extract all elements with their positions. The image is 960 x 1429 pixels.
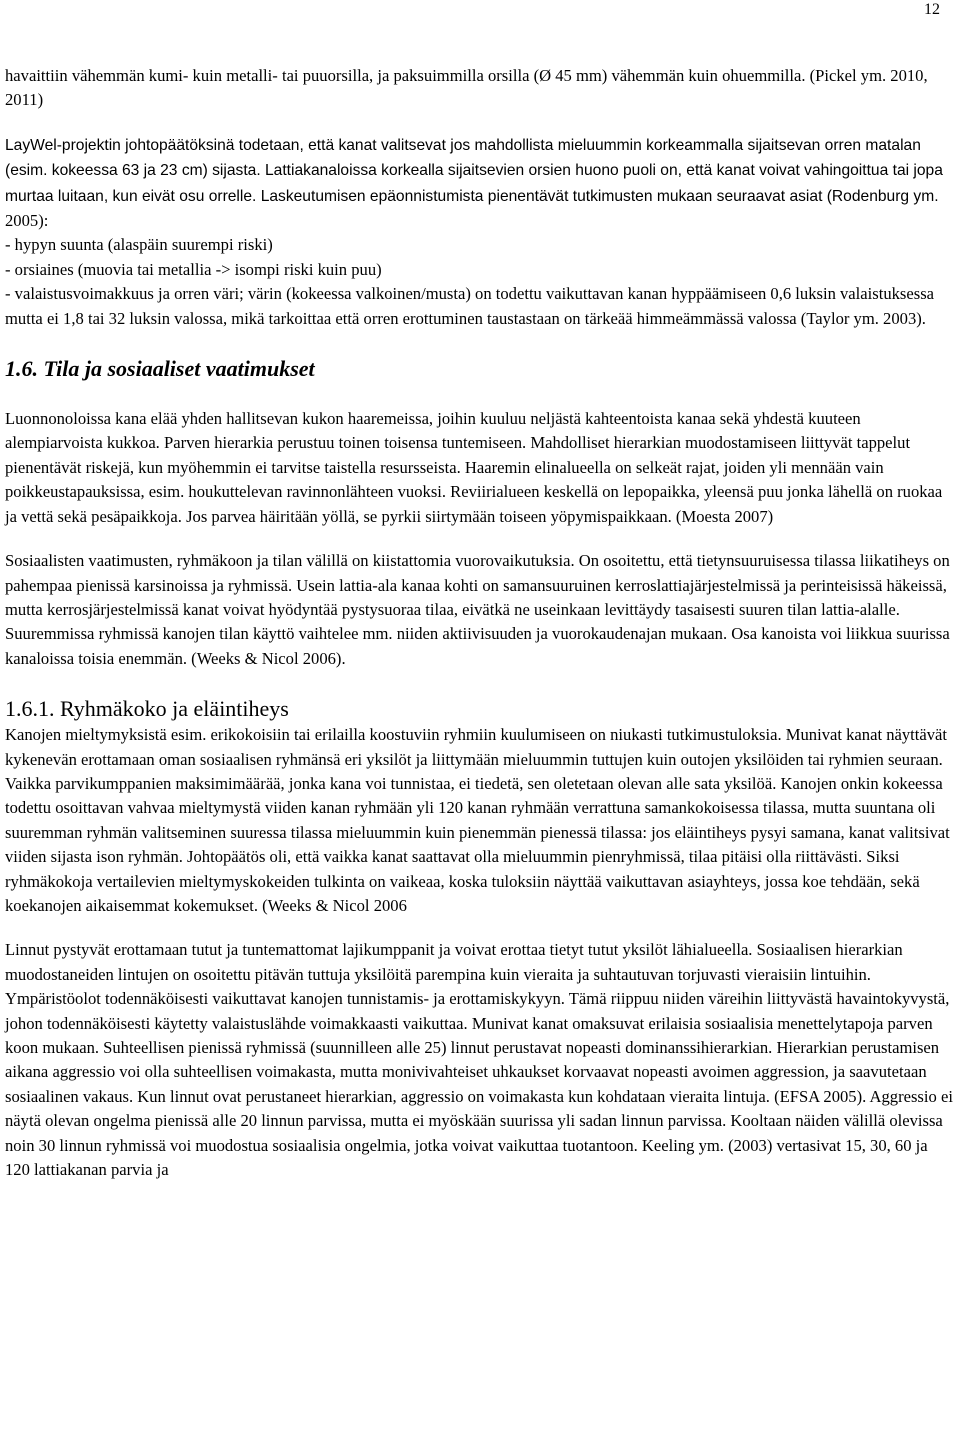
page-body bbox=[5, 64, 955, 1182]
rodenburg-year: 2005): bbox=[5, 211, 49, 231]
list-item: - hypyn suunta (alaspäin suurempi riski) bbox=[5, 235, 273, 255]
floor-housing-text: Lattiakanaloissa korkealla sijaitsevien orsien huono puoli on, että kanat voivat vahingoittua tai jopa murtaa luitaan, kun eivät osu orrelle. Laskeutumisen epäonnistumista pienentävät tutkimusten mukaan seuraavat asiat (Rodenburg ym. bbox=[5, 162, 943, 205]
section-heading-1-6: 1.6. Tila ja sosiaaliset vaatimukset bbox=[5, 356, 315, 382]
paragraph-social-requirements: Sosiaalisten vaatimusten, ryhmäkoon ja tilan välillä on kiistattomia vuorovaikutuksia. On osoitettu, että tietynsuuruisessa tilassa liikatiheys on pahempaa pienissä karsinoissa ja ryhmissä. Usein lattia-ala kanaa kohti on samansuuruinen kerroslattiajärjestelmissä ja perinteisissä häkeissä, mutta kerrosjärjestelmissä kanat voivat hyödyntää pystysuoraa tilaa, eivätkä ne useinkaan levittäydy tasaisesti suuren tilan lattia-alalle. Suuremmissa ryhmissä kanojen tilan käyttö vaihtelee mm. niiden aktiivisuuden ja vuorokaudenajan mukaan. Osa kanoista voi liikkua suurissa kanaloissa toisia enemmän. (Weeks & Nicol 2006). bbox=[5, 551, 950, 668]
list-item: - valaistusvoimakkuus ja orren väri; värin (kokeessa valkoinen/musta) on todettu vaikuttavan kanan hyppäämiseen 0,6 luksin valaistuksessa mutta ei 1,8 tai 32 luksin valossa, mikä tarkoittaa että orren erottuminen taustastaan on tärkeää himmeämmässä valossa (Taylor ym. 2003). bbox=[5, 284, 935, 328]
spacer bbox=[5, 529, 955, 549]
paragraph-natural-conditions: Luonnonoloissa kana elää yhden hallitsevan kukon haaremeissa, joihin kuuluu neljästä kahteentoista kanaa sekä yhdestä kuuteen alempiarvoista kukkoa. Parven hierarkia perustuu toinen toisensa tuntemiseen. Mahdolliset hierarkian muodostamiseen liittyvät tappelut pienentävät riskejä, kun myöhemmin ei tarvitse taistella resursseista. Haaremin elinalueella on selkeät rajat, joiden yli mennään vain poikkeustapauksissa, esim. houkuttelevan ravinnonlähteen vuoksi. Reviirialueen keskellä on lepopaikka, yleensä puu jonka lähellä on ruokaa ja vettä sekä pesäpaikkoja. Jos parvea häiritään yöllä, se pyrkii siirtymään toiseen yöpymispaikkaan. (Moesta 2007) bbox=[5, 409, 943, 526]
laywel-text: LayWel-projektin johtopäätöksinä todetaan, että kanat valitsevat jos mahdollista mieluummin korkeammalla sijaitsevan orren matalan (esim. kokeessa 63 ja 23 cm) sijasta. bbox=[5, 136, 921, 180]
page-number: 12 bbox=[924, 1, 940, 18]
list-item: - orsiaines (muovia tai metallia -> isompi riski kuin puu) bbox=[5, 259, 382, 279]
paragraph-group-preferences: Kanojen mieltymyksistä esim. erikokoisiin tai erilailla koostuviin ryhmiin kuulumiseen on niukasti tutkimustuloksia. Munivat kanat näyttävät kykenevän erottamaan oman sosiaalisen ryhmänsä eri yksilöt ja liittymään mieluummin tuttujen kuin outojen yksilöiden tai ryhmien seuraan. Vaikka parvikumppanien maksimimäärää, jonka kana voi tunnistaa, ei tiedetä, sen oletetaan olevan alle sata yksilöä. Kanojen onkin kokeessa todettu osoittavan vahvaa mieltymystä viiden kanan ryhmään yli 120 kanan ryhmään verrattuna samankokoisessa tilassa, mutta suuntana oli suuremman ryhmän valitseminen suuressa tilassa mieluummin kuin pienemmän pienessä tilassa: jos eläintiheys pysyi samana, kanat valitsivat viiden sijasta ison ryhmän. Johtopäätös oli, että vaikka kanat saattavat olla mieluummin pienryhmissä, tilaa pitäisi olla riittävästi. Siksi ryhmäkokoja vertailevien mieltymyskokeiden tulkinta on vaikeaa, koska tuloksiin näyttää vaikuttavan asiayhteys, jossa koe tehdään, sekä koekanojen aikaisemmat kokemukset. (Weeks & Nicol 2006 bbox=[5, 725, 950, 915]
spacer bbox=[5, 331, 955, 355]
spacer bbox=[5, 113, 955, 133]
spacer bbox=[5, 918, 955, 938]
paragraph-laywel bbox=[5, 133, 955, 234]
paragraph-recognition-hierarchy: Linnut pystyvät erottamaan tutut ja tuntemattomat lajikumppanit ja voivat erottaa tietyt tutut yksilöt lähialueella. Sosiaalisen hierarkian muodostaneiden lintujen on osoitettu pitävän tuttuja yksilöitä parempina kuin vieraita ja suhtautuvan torjuvasti vieraisiin lintuihin. Ympäristöolot todennäköisesti vaikuttavat kanojen tunnistamis- ja erottamiskykyyn. Tämä riippuu niiden väreihin liittyvästä havaintokyvystä, johon todennäköisesti käytetty valaistuslähde voimakkaasti vaikuttaa. Munivat kanat omaksuvat erilaisia sosiaalisia menettelytapoja parven koon mukaan. Suhteellisen pienissä ryhmissä (suunnilleen alle 25) linnut perustavat nopeasti dominanssihierarkian. Hierarkian perustamisen aikana aggressio voi olla suhteellisen voimakasta, mutta monivivahteiset uhkaukset korvaavat nopeasti avoimen aggression, ja saavutetaan sosiaalinen vakaus. Kun linnut ovat perustaneet hierarkian, aggressio on voimakasta kun kohdataan vieraita lintuja. (EFSA 2005). Aggressio ei näytä olevan ongelma pienissä alle 20 linnun parvissa, mutta ei myöskään suurissa yli sadan linnun parvissa. Kooltaan näiden välillä olevissa noin 30 linnun ryhmissä voi muodostua sosiaalisia ongelmia, jotka voivat vaikuttaa tuotantoon. Keeling ym. (2003) vertasivat 15, 30, 60 ja 120 lattiakanan parvia ja bbox=[5, 940, 953, 1180]
paragraph-perch-material: havaittiin vähemmän kumi- kuin metalli- tai puuorsilla, ja paksuimmilla orsilla (Ø 45 mm) vähemmän kuin ohuemmilla. (Pickel ym. 2010, 2011) bbox=[5, 66, 928, 110]
spacer bbox=[5, 383, 955, 407]
section-heading-1-6-1: 1.6.1. Ryhmäkoko ja eläintiheys bbox=[5, 696, 289, 722]
spacer bbox=[5, 671, 955, 695]
